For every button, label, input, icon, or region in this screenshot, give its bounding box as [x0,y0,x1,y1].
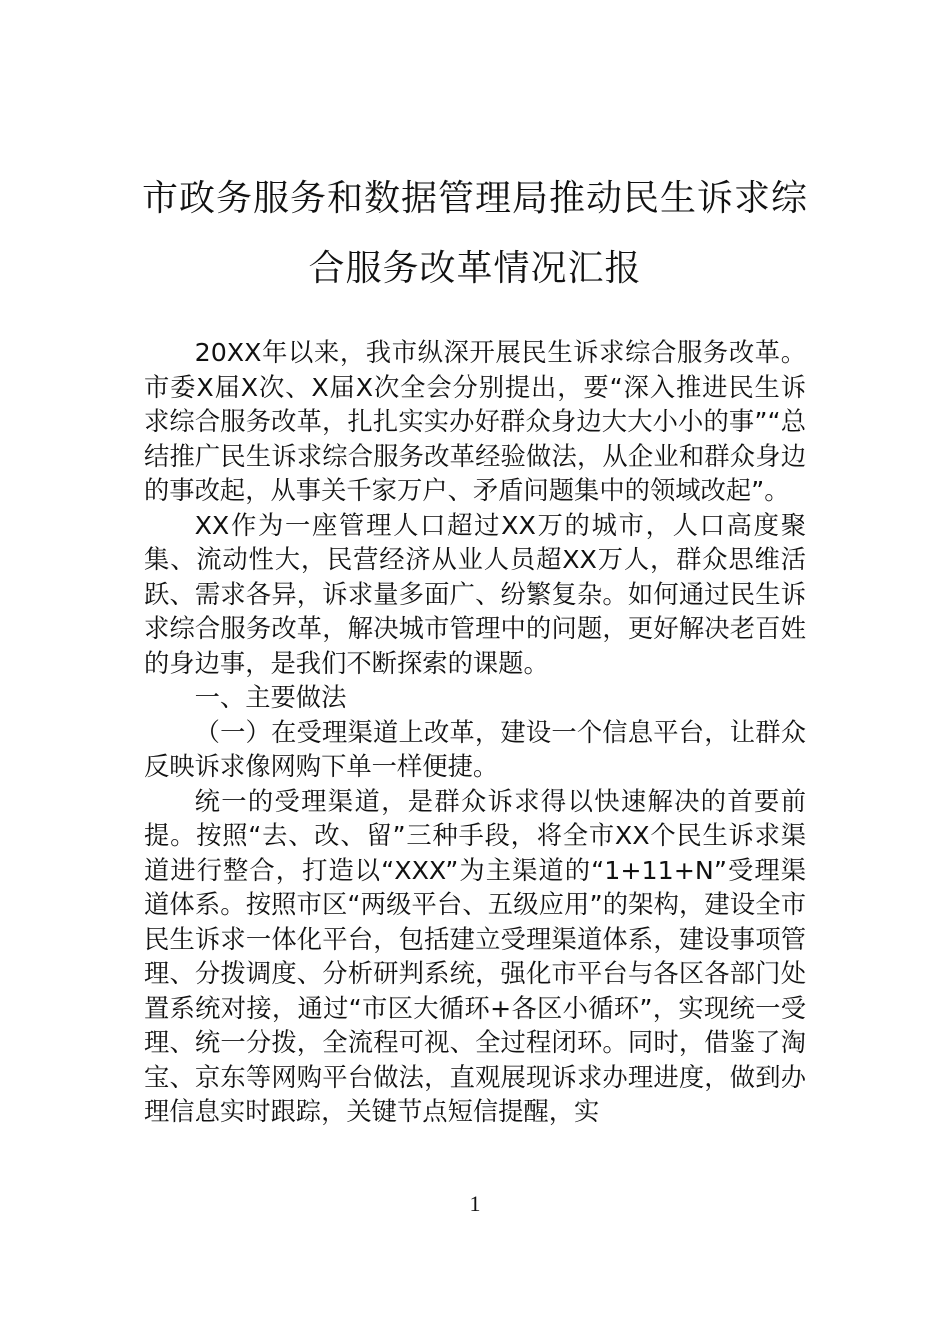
subsection-heading-1: （一）在受理渠道上改革，建设一个信息平台，让群众反映诉求像网购下单一样便捷。 [144,717,806,781]
paragraph-background: XX作为一座管理人口超过XX万的城市，人口高度聚集、流动性大，民营经济从业人员超XX万人，群众思维活跃、需求各异，诉求量多面广、纷繁复杂。如何通过民生诉求综合服务改革，解决城市管理中的问题，更好解决老百姓的身边事，是我们不断探索的课题。 [144,510,806,678]
document-body [144,336,806,1130]
paragraph-unified-channel: 统一的受理渠道，是群众诉求得以快速解决的首要前提。按照“去、改、留”三种手段，将全市XX个民生诉求渠道进行整合，打造以“XXX”为主渠道的“1+11+N”受理渠道体系。按照市区“两级平台、五级应用”的架构，建设全市民生诉求一体化平台，包括建立受理渠道体系，建设事项管理、分拨调度、分析研判系统，强化市平台与各区各部门处置系统对接，通过“市区大循环+各区小循环”，实现统一受理、统一分拨，全流程可视、全过程闭环。同时，借鉴了淘宝、京东等网购平台做法，直观展现诉求办理进度，做到办理信息实时跟踪，关键节点短信提醒，实 [144,786,806,1126]
section-heading-main-practices: 一、主要做法 [194,683,347,712]
document-title-line-2: 合服务改革情况汇报 [308,248,642,289]
document-title-line-1: 市政务服务和数据管理局推动民生诉求综 [141,178,808,219]
paragraph-intro: 20XX年以来，我市纵深开展民生诉求综合服务改革。市委X届X次、X届X次全会分别提出，要“深入推进民生诉求综合服务改革，扎扎实实办好群众身边大大小小的事”“总结推广民生诉求综合服务改革经验做法，从企业和群众身边的事改起，从事关千家万户、矛盾问题集中的领域改起”。 [144,338,806,505]
page-number: 1 [469,1191,481,1216]
